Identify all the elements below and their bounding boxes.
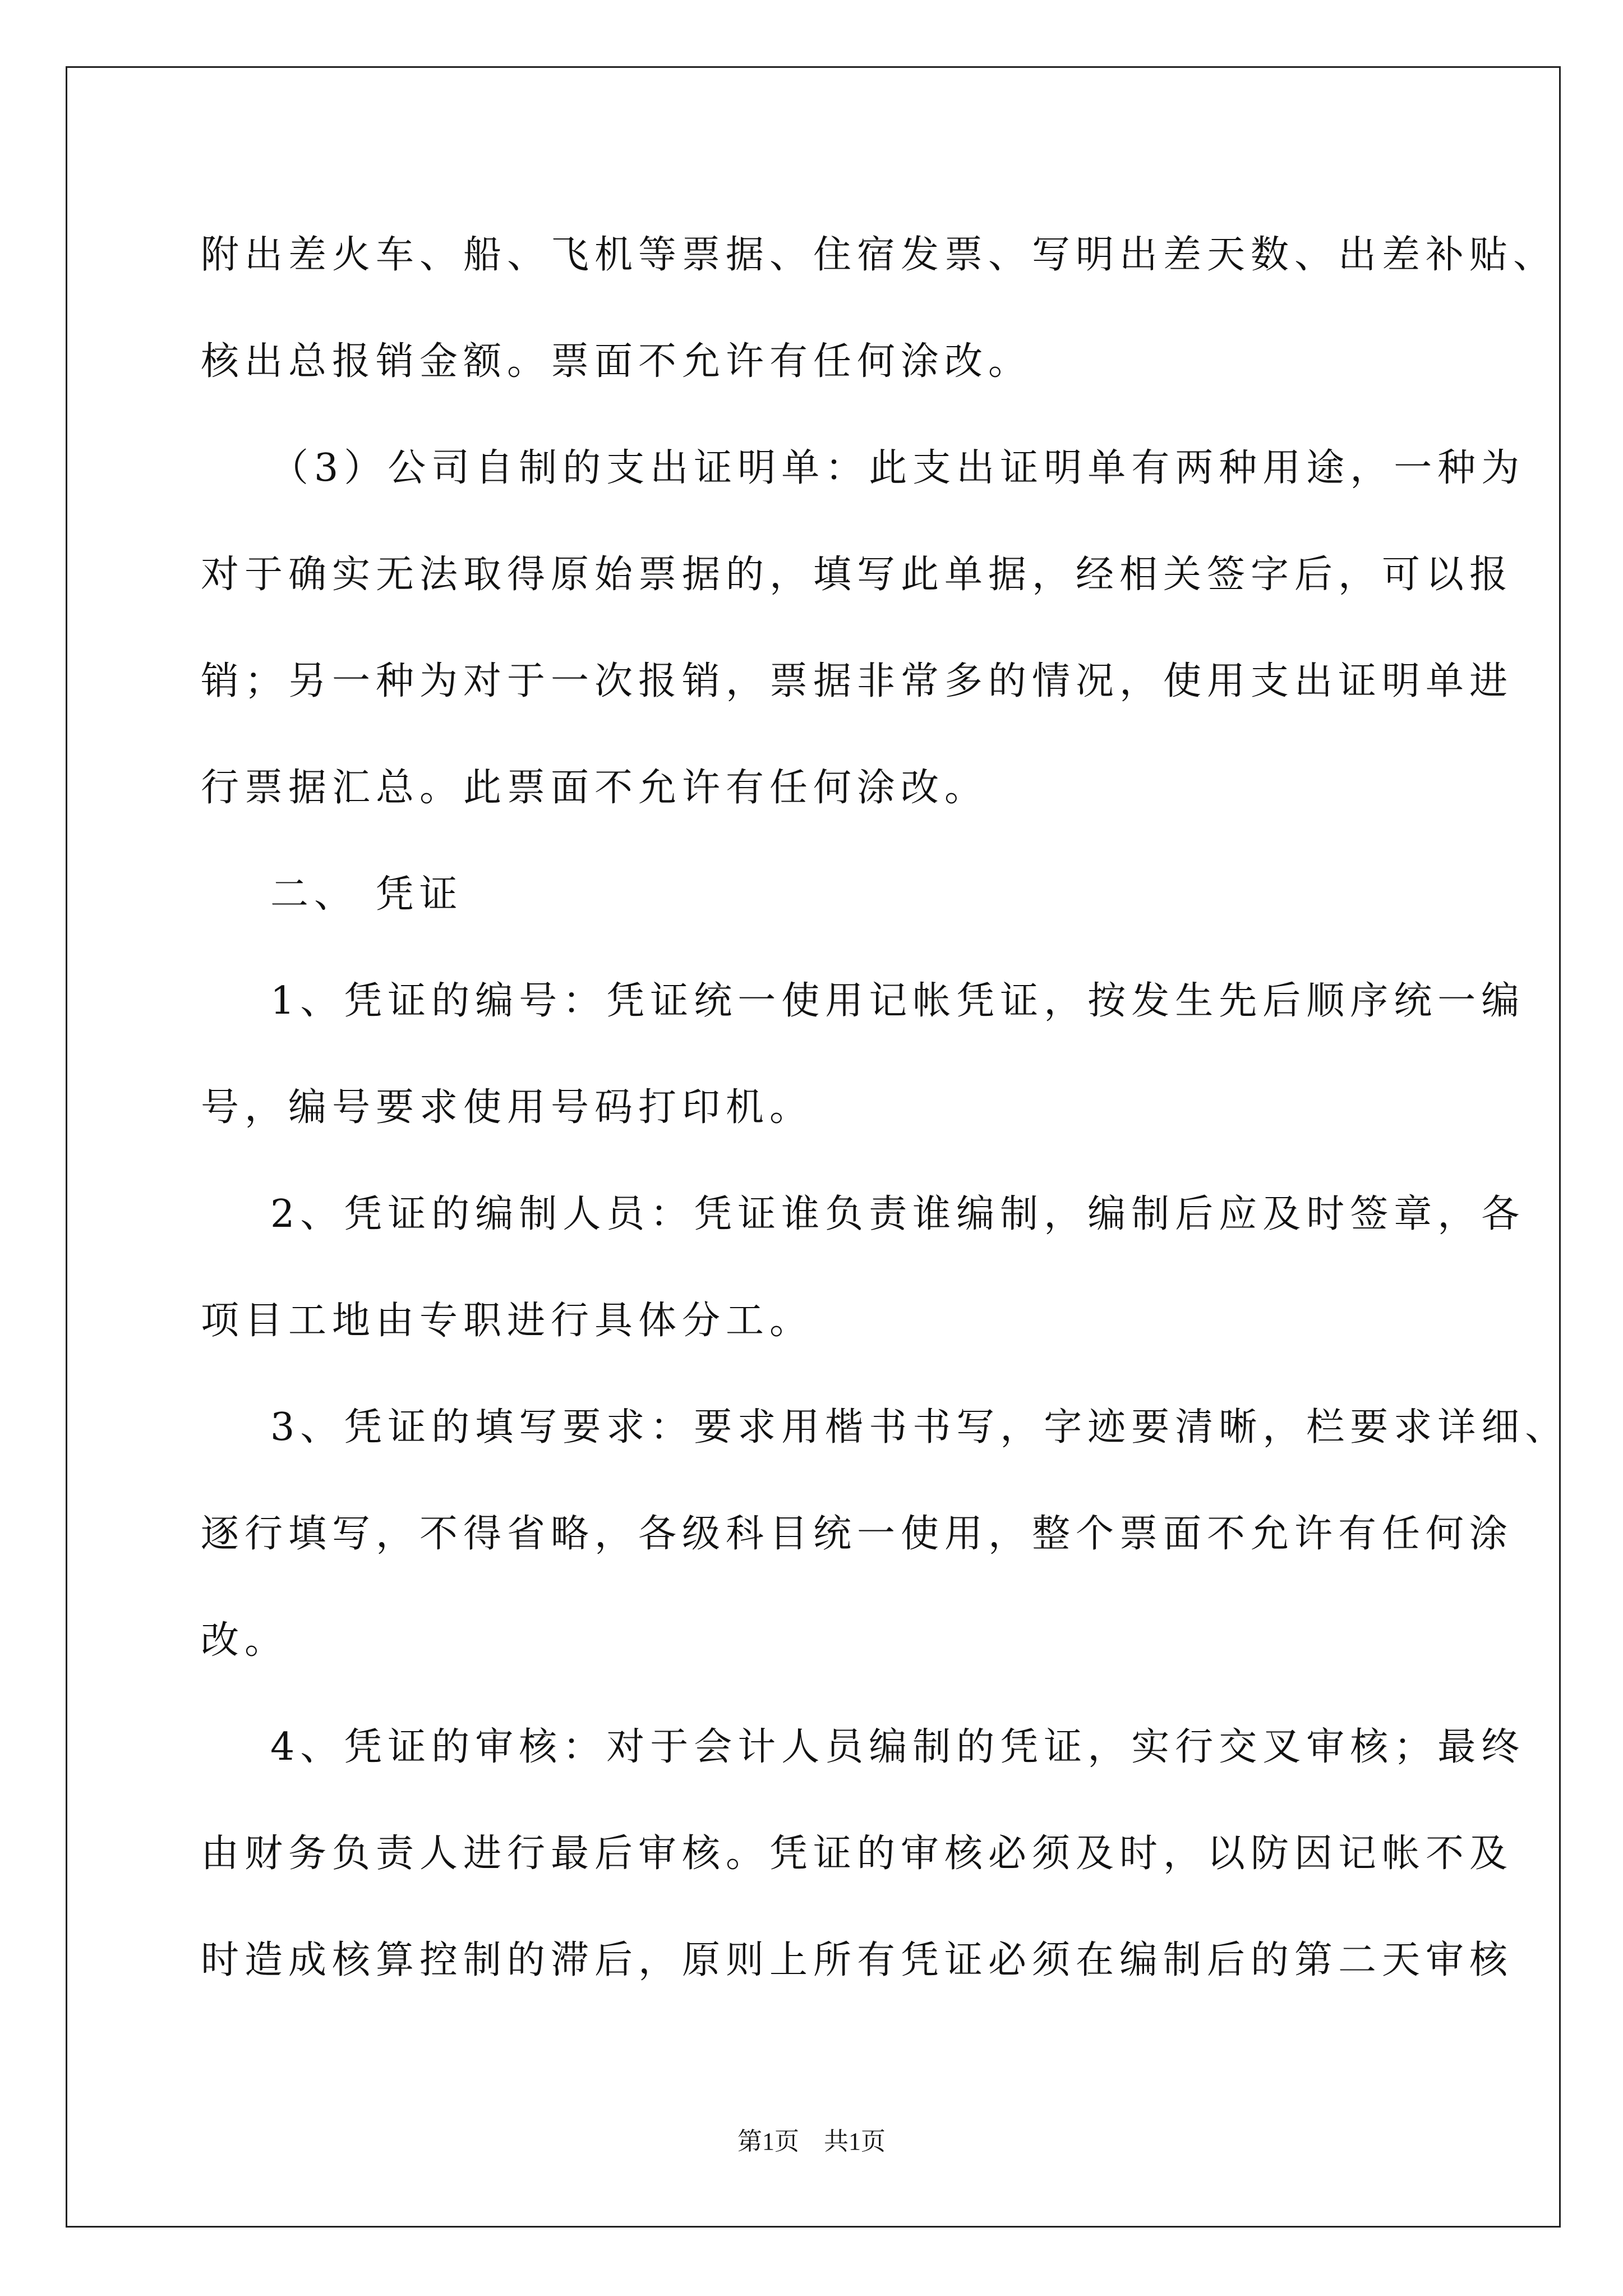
text-line: （3）公司自制的支出证明单：此支出证明单有两种用途，一种为	[270, 446, 1525, 490]
text-line: 3、凭证的填写要求：要求用楷书书写，字迹要清晰，栏要求详细、	[270, 1405, 1569, 1450]
text-line: 号，编号要求使用号码打印机。	[201, 1085, 814, 1130]
text-line: 改。	[201, 1618, 289, 1663]
section-heading: 二、 凭证	[270, 872, 463, 917]
text-line: 行票据汇总。此票面不允许有任何涂改。	[201, 766, 989, 810]
page-footer: 第1页 共1页	[737, 2128, 886, 2155]
text-line: 附出差火车、船、飞机等票据、住宿发票、写明出差天数、出差补贴、	[201, 233, 1557, 277]
text-line: 逐行填写，不得省略，各级科目统一使用，整个票面不允许有任何涂	[201, 1512, 1514, 1556]
text-line: 项目工地由专职进行具体分工。	[201, 1299, 814, 1343]
text-line: 1、凭证的编号：凭证统一使用记帐凭证，按发生先后顺序统一编	[270, 979, 1525, 1023]
page-border	[66, 66, 1561, 2228]
text-line: 时造成核算控制的滞后，原则上所有凭证必须在编制后的第二天审核	[201, 1938, 1514, 1982]
text-line: 核出总报销金额。票面不允许有任何涂改。	[201, 339, 1032, 384]
text-line: 4、凭证的审核：对于会计人员编制的凭证，实行交叉审核；最终	[270, 1725, 1525, 1769]
text-line: 对于确实无法取得原始票据的，填写此单据，经相关签字后，可以报	[201, 553, 1514, 597]
text-line: 2、凭证的编制人员：凭证谁负责谁编制，编制后应及时签章，各	[270, 1192, 1525, 1236]
text-line: 由财务负责人进行最后审核。凭证的审核必须及时，以防因记帐不及	[201, 1832, 1514, 1876]
text-line: 销；另一种为对于一次报销，票据非常多的情况，使用支出证明单进	[201, 659, 1514, 703]
